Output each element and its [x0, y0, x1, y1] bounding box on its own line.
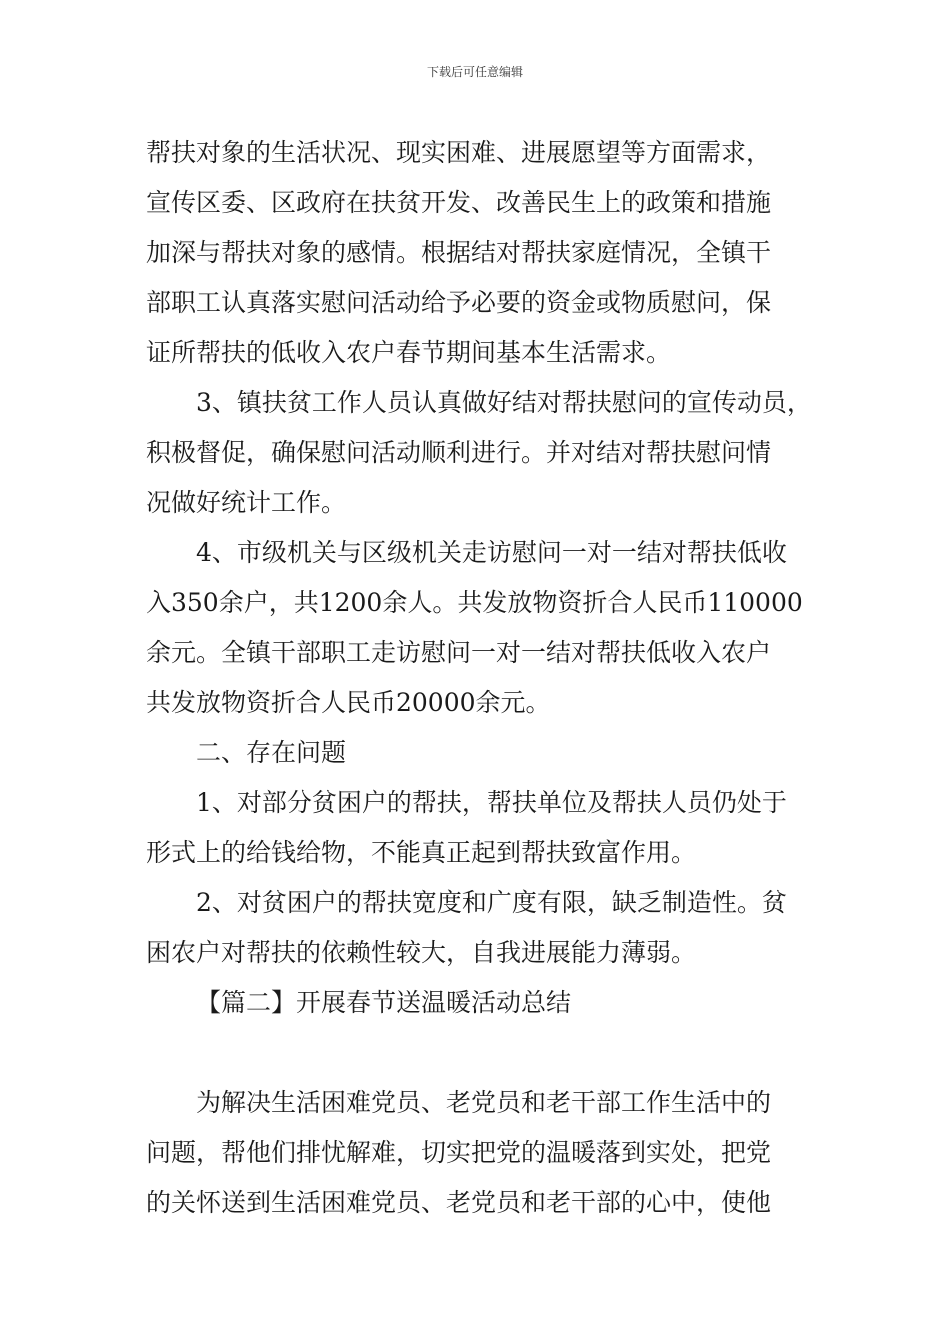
page-header: 下载后可任意编辑 [426, 65, 523, 79]
section-heading-problems: 二、存在问题 [196, 738, 347, 767]
document-body [146, 128, 812, 1228]
text-line: 况做好统计工作。 [146, 488, 347, 517]
paragraph-item-3-line: 3、镇扶贫工作人员认真做好结对帮扶慰问的宣传动员， [196, 388, 812, 417]
text-line: 部职工认真落实慰问活动给予必要的资金或物质慰问，保 [146, 288, 772, 317]
text-line: 积极督促，确保慰问活动顺利进行。并对结对帮扶慰问情 [146, 438, 772, 467]
text-line: 共发放物资折合人民币20000余元。 [146, 688, 551, 717]
text-line: 帮扶对象的生活状况、现实困难、进展愿望等方面需求， [146, 138, 772, 167]
text-line: 证所帮扶的低收入农户春节期间基本生活需求。 [146, 338, 672, 367]
paragraph-intro-line: 为解决生活困难党员、老党员和老干部工作生活中的 [196, 1088, 772, 1117]
text-line: 的关怀送到生活困难党员、老党员和老干部的心中，使他 [146, 1188, 772, 1217]
text-line: 余元。全镇干部职工走访慰问一对一结对帮扶低收入农户 [146, 638, 772, 667]
paragraph-problem-2-line: 2、对贫困户的帮扶宽度和广度有限，缺乏制造性。贫 [196, 888, 787, 917]
text-line: 宣传区委、区政府在扶贫开发、改善民生上的政策和措施 [146, 188, 772, 217]
text-line: 加深与帮扶对象的感情。根据结对帮扶家庭情况，全镇干 [146, 238, 772, 267]
paragraph-problem-1-line: 1、对部分贫困户的帮扶，帮扶单位及帮扶人员仍处于 [196, 788, 787, 817]
paragraph-item-4-line: 4、市级机关与区级机关走访慰问一对一结对帮扶低收 [196, 538, 787, 567]
text-line: 问题，帮他们排忧解难，切实把党的温暖落到实处，把党 [146, 1138, 772, 1167]
text-line: 形式上的给钱给物，不能真正起到帮扶致富作用。 [146, 838, 697, 867]
blank-gap [146, 1028, 812, 1078]
text-line: 困农户对帮扶的依赖性较大，自我进展能力薄弱。 [146, 938, 697, 967]
section-heading-part-two: 【篇二】开展春节送温暖活动总结 [196, 988, 572, 1017]
text-line: 入350余户，共1200余人。共发放物资折合人民币110000 [146, 588, 803, 617]
